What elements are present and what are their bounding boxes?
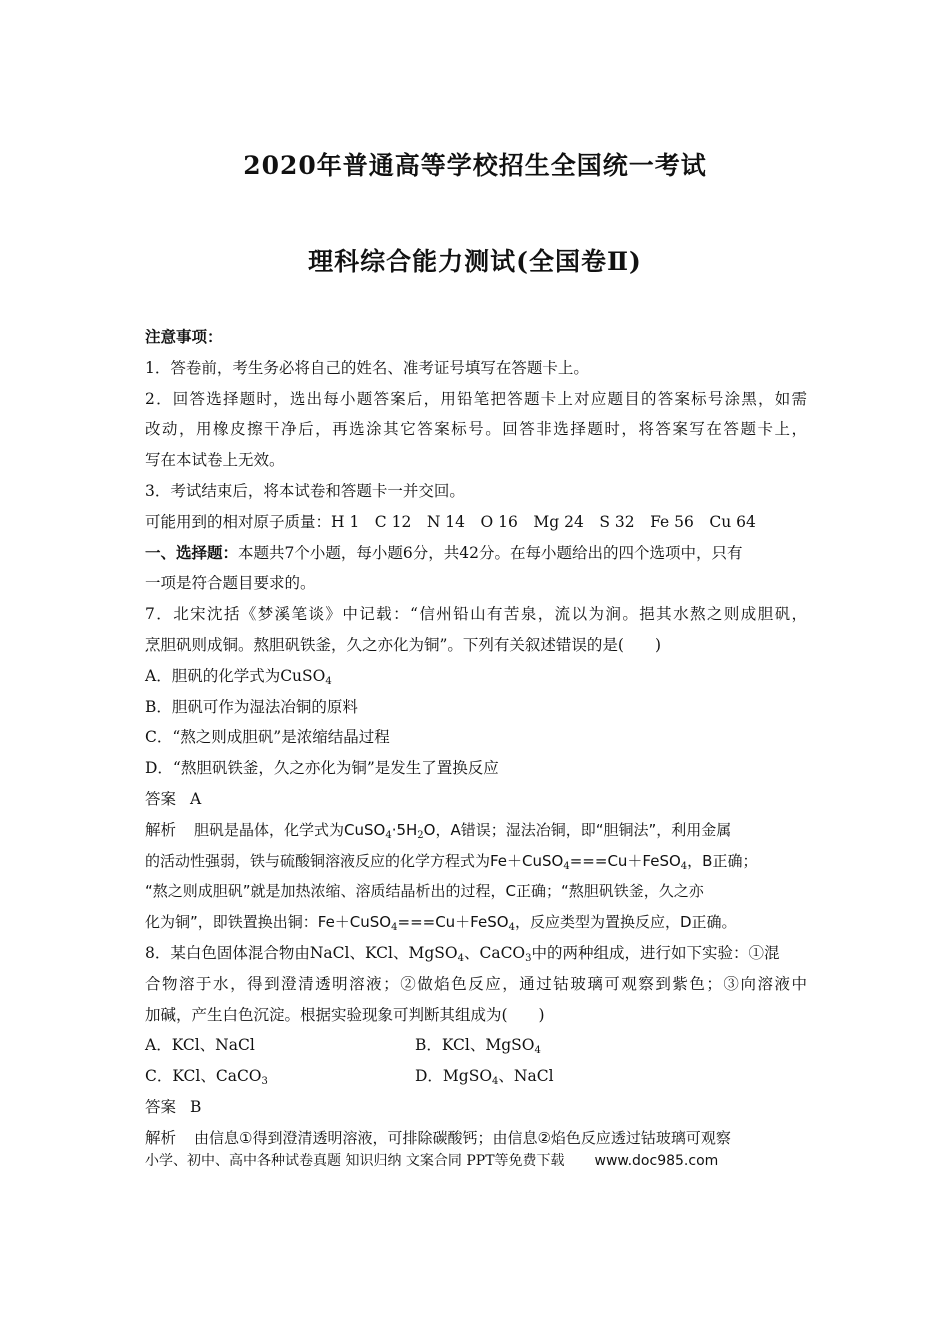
q7-answer-label: 答案 <box>145 789 177 808</box>
q8-stem-1d: 3 <box>525 952 532 964</box>
q8-option-d-subscript: 4 <box>492 1076 499 1088</box>
q7-an-4c: ===Cu＋FeSO <box>397 913 509 932</box>
q8-stem-1e: 中的两种组成，进行如下实验：①混 <box>531 943 780 962</box>
notice-item-3: 3．考试结束后，将本试卷和答题卡一并交回。 <box>145 481 465 500</box>
q7-an-4b: 4 <box>391 922 398 934</box>
footer-url[interactable]: www.doc985.com <box>594 1153 719 1169</box>
q7-an-1d: 2 <box>417 829 424 841</box>
q8-analysis-label: 解析 <box>145 1128 177 1147</box>
section-text: 本题共7个小题，每小题6分，共42分。在每小题给出的四个选项中，只有 <box>238 543 743 562</box>
q8-option-c <box>145 1061 415 1092</box>
q8-option-a: A．KCl、NaCl <box>145 1036 255 1055</box>
q8-stem-line-3: 加碱，产生白色沉淀。根据实验现象可判断其组成为( ) <box>145 1005 545 1024</box>
q7-an-2c: ===Cu＋FeSO <box>569 851 681 870</box>
q7-an-4e: ，反应类型为置换反应，D正确。 <box>514 913 737 932</box>
q8-option-d-suffix: 、NaCl <box>498 1067 554 1086</box>
q7-an-1c: ·5H <box>391 820 418 839</box>
atomic-masses: 可能用到的相对原子质量：H 1 C 12 N 14 O 16 Mg 24 S 32 Fe 56 Cu 64 <box>145 512 756 531</box>
q8-analysis-line-1 <box>145 1123 807 1154</box>
notice-item-2-line-2: 改动，用橡皮擦干净后，再选涂其它答案标号。回答非选择题时，将答案写在答题卡上， <box>145 420 807 439</box>
q8-option-d-text: D．MgSO <box>415 1067 493 1086</box>
q7-option-b: B．胆矾可作为湿法冶铜的原料 <box>145 697 358 716</box>
q7-option-a <box>145 661 807 692</box>
q8-answer-value: B <box>190 1097 202 1116</box>
q7-an-2b: 4 <box>563 860 570 872</box>
notice-heading: 注意事项： <box>145 327 223 346</box>
q7-stem-line-2: 烹胆矾则成铜。熬胆矾铁釜，久之亦化为铜”。下列有关叙述错误的是( ) <box>145 635 662 654</box>
q8-stem-line-2: 合物溶于水，得到澄清透明溶液；②做焰色反应，通过钴玻璃可观察到紫色；③向溶液中 <box>145 974 807 993</box>
q8-option-b-subscript: 4 <box>534 1045 541 1057</box>
q7-analysis-line-3: “熬之则成胆矾”就是加热浓缩、溶质结晶析出的过程，C正确；“熬胆矾铁釜，久之亦 <box>145 882 704 901</box>
q7-an-2d: 4 <box>680 860 688 872</box>
q7-answer <box>145 784 807 815</box>
q8-option-c-text: C．KCl、CaCO <box>145 1067 262 1086</box>
exam-title: 2020年普通高等学校招生全国统一考试 <box>243 151 707 180</box>
q8-stem-1a: 8．某白色固体混合物由NaCl、KCl、MgSO <box>145 943 458 962</box>
q7-an-1b: 4 <box>385 829 392 841</box>
q8-option-b-text: B．KCl、MgSO <box>415 1036 535 1055</box>
q7-analysis-line-2 <box>145 846 807 877</box>
q7-an-2a: 的活动性强弱，铁与硫酸铜溶液反应的化学方程式为Fe＋CuSO <box>145 851 564 870</box>
q8-stem-1b: 4 <box>457 952 464 964</box>
q8-answer-label: 答案 <box>145 1097 177 1116</box>
q7-option-a-subscript: 4 <box>325 675 332 687</box>
q7-an-1e: O，A错误；湿法冶铜，即“胆铜法”，利用金属 <box>423 820 732 839</box>
q8-options-row-1 <box>145 1030 807 1061</box>
q7-an-1a: 胆矾是晶体，化学式为CuSO <box>194 820 386 839</box>
q8-option-c-subscript: 3 <box>261 1076 268 1088</box>
q7-analysis-line-1 <box>145 815 807 846</box>
footer-text: 小学、初中、高中各种试卷真题 知识归纳 文案合同 PPT等免费下载 <box>145 1153 565 1169</box>
exam-body <box>145 322 807 1154</box>
exam-subtitle: 理科综合能力测试(全国卷Ⅱ) <box>308 247 642 276</box>
q8-options-row-2 <box>145 1061 807 1092</box>
notice-item-1: 1．答卷前，考生务必将自己的姓名、准考证号填写在答题卡上。 <box>145 358 589 377</box>
q7-stem-line-1: 7．北宋沈括《梦溪笔谈》中记载：“信州铅山有苦泉，流以为涧。挹其水熬之则成胆矾， <box>145 605 807 624</box>
section-heading: 一、选择题： <box>145 542 239 562</box>
q7-an-4a: 化为铜”，即铁置换出铜：Fe＋CuSO <box>145 913 392 932</box>
q8-option-d <box>415 1061 554 1092</box>
section-intro-line-2: 一项是符合题目要求的。 <box>145 574 316 593</box>
notice-item-2-line-3: 写在本试卷上无效。 <box>145 451 285 470</box>
q7-analysis-label: 解析 <box>145 820 177 839</box>
q7-an-4d: 4 <box>508 922 515 934</box>
q7-option-c: C．“熬之则成胆矾”是浓缩结晶过程 <box>145 728 390 747</box>
q7-option-a-text: A．胆矾的化学式为CuSO <box>145 666 326 685</box>
q8-stem-1c: 、CaCO <box>463 943 526 962</box>
section-intro-line-1 <box>145 538 807 569</box>
q8-stem-line-1 <box>145 938 807 969</box>
q7-analysis-line-4 <box>145 907 807 938</box>
q7-answer-value: A <box>190 789 202 808</box>
q8-option-b <box>415 1030 541 1061</box>
q8-analysis-text: 由信息①得到澄清透明溶液，可排除碳酸钙；由信息②焰色反应透过钴玻璃可观察 <box>194 1128 731 1147</box>
page-footer <box>145 1150 807 1170</box>
q7-an-2e: ，B正确； <box>687 851 758 870</box>
q8-answer <box>145 1092 807 1123</box>
notice-item-2-line-1: 2．回答选择题时，选出每小题答案后，用铅笔把答题卡上对应题目的答案标号涂黑，如需 <box>145 389 807 408</box>
q7-option-d: D．“熬胆矾铁釜，久之亦化为铜”是发生了置换反应 <box>145 759 499 778</box>
